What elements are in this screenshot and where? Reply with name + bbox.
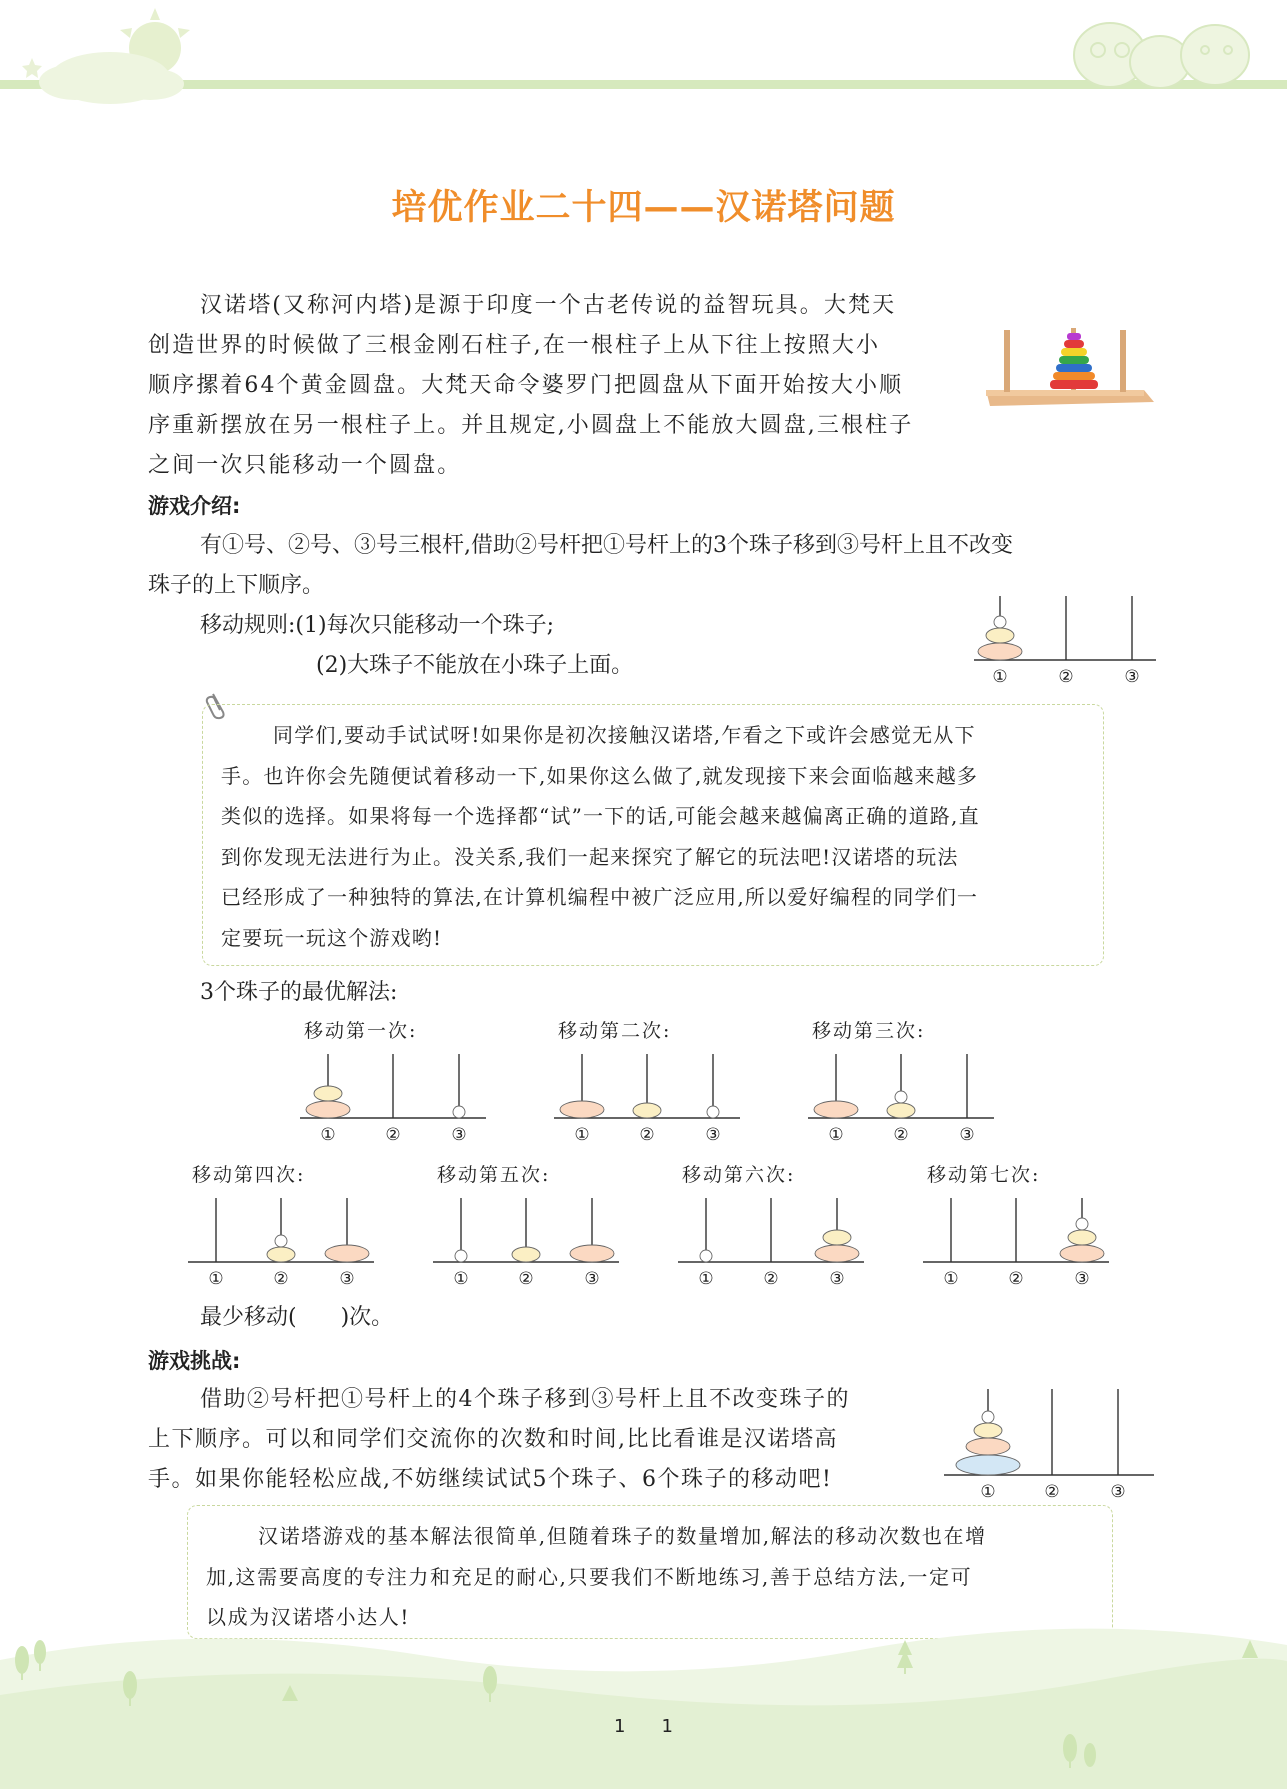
bead-xlarge [956,1455,1020,1475]
post-label: ① [208,1269,224,1289]
intro-tower-diagram [970,590,1160,690]
intro-line: 汉诺塔(又称河内塔)是源于印度一个古老传说的益智玩具。大梵天 [200,293,897,318]
step-diagram [433,1194,633,1306]
step-diagram [300,1050,500,1162]
step-diagram [188,1194,388,1306]
bead-small [1076,1218,1088,1230]
tip-line: 以成为汉诺塔小达人! [206,1605,411,1629]
post-label: ③ [1124,667,1140,687]
star-icon [22,58,42,78]
post-label: ② [518,1269,534,1289]
bead-medium [1068,1230,1096,1245]
step-label: 移动第六次: [682,1164,796,1186]
bead-small [994,616,1006,628]
tip-line: 加,这需要高度的专注力和充足的耐心,只要我们不断地练习,善于总结方法,一定可 [206,1564,973,1589]
post-label: ② [1058,667,1074,687]
rule-two: (2)大珠子不能放在小珠子上面。 [316,653,634,678]
post-label: ① [320,1125,336,1145]
post-label: ③ [1074,1269,1090,1289]
footer-decoration [0,1600,1287,1789]
min-moves-question: 最少移动( )次。 [200,1305,394,1330]
bead-medium [823,1230,851,1245]
tip-line: 汉诺塔游戏的基本解法很简单,但随着珠子的数量增加,解法的移动次数也在增 [258,1524,987,1548]
bead-medium [314,1086,342,1101]
tip-line: 手。也许你会先随便试着移动一下,如果你这么做了,就发现接下来会面临越来越多 [221,763,979,788]
game-intro-line: 有①号、②号、③号三根杆,借助②号杆把①号杆上的3个珠子移到③号杆上且不改变 [200,533,1013,558]
game-intro-heading: 游戏介绍: [148,494,241,518]
cartoon-animals-icon [1074,23,1249,88]
bead-large [325,1245,369,1262]
post-label: ③ [451,1125,467,1145]
solution-label: 3个珠子的最优解法: [200,980,398,1005]
bead-small [453,1106,465,1118]
tip-line: 定要玩一玩这个游戏哟! [221,925,443,950]
tip-box-try-it [202,704,1104,966]
step-label: 移动第七次: [927,1164,1041,1186]
challenge-line: 手。如果你能轻松应战,不妨继续试试5个珠子、6个珠子的移动吧! [148,1467,833,1492]
page-number: 1 1 [614,1716,673,1737]
post-label: ① [574,1125,590,1145]
bead-large [1060,1245,1104,1262]
step-label: 移动第四次: [192,1164,306,1186]
challenge-line: 借助②号杆把①号杆上的4个珠子移到③号杆上且不改变珠子的 [200,1387,850,1412]
tip-line: 同学们,要动手试试呀!如果你是初次接触汉诺塔,乍看之下或许会感觉无从下 [273,723,976,747]
rule-one: 移动规则:(1)每次只能移动一个珠子; [200,613,554,638]
intro-line: 创造世界的时候做了三根金刚石柱子,在一根柱子上从下往上按照大小 [148,333,881,358]
post-label: ② [763,1269,779,1289]
post-label: ① [828,1125,844,1145]
bead-medium [267,1247,295,1262]
tip-line: 已经形成了一种独特的算法,在计算机编程中被广泛应用,所以爱好编程的同学们一 [221,885,979,909]
post-label: ① [992,667,1008,687]
post-label: ③ [1110,1482,1126,1500]
intro-line: 顺序摞着64个黄金圆盘。大梵天命令婆罗门把圆盘从下面开始按大小顺 [148,373,904,398]
tip-line: 到你发现无法进行为止。没关系,我们一起来探究了解它的玩法吧!汉诺塔的玩法 [221,844,959,869]
post-label: ① [698,1269,714,1289]
header-decoration [0,0,1287,110]
step-label: 移动第二次: [558,1020,672,1042]
bead-medium [887,1103,915,1118]
step-label: 移动第三次: [812,1020,926,1042]
post-label: ② [639,1125,655,1145]
step-label: 移动第一次: [304,1020,418,1042]
bead-large [815,1245,859,1262]
post-label: ① [453,1269,469,1289]
bead-medium [974,1423,1002,1438]
bead-medium [986,628,1014,643]
intro-paragraph [148,286,988,486]
bead-large [570,1245,614,1262]
bead-large [306,1101,350,1118]
intro-line: 序重新摆放在另一根柱子上。并且规定,小圆盘上不能放大圆盘,三根柱子 [148,413,914,438]
challenge-line: 上下顺序。可以和同学们交流你的次数和时间,比比看谁是汉诺塔高 [148,1427,838,1452]
bead-small [982,1411,994,1423]
bead-large [560,1101,604,1118]
post-label: ③ [959,1125,975,1145]
challenge-paragraph [148,1380,948,1500]
post-label: ② [273,1269,289,1289]
post-label: ② [1044,1482,1060,1500]
bead-medium [633,1103,661,1118]
post-label: ② [1008,1269,1024,1289]
post-label: ① [980,1482,996,1500]
post-label: ③ [339,1269,355,1289]
step-diagram [923,1194,1123,1306]
hanoi-toy-image [984,320,1154,410]
bead-small [707,1106,719,1118]
intro-line: 之间一次只能移动一个圆盘。 [148,453,462,478]
post-label: ① [943,1269,959,1289]
bead-small [455,1250,467,1262]
challenge-tower-diagram [944,1385,1164,1500]
post-label: ③ [705,1125,721,1145]
page-title: 培优作业二十四——汉诺塔问题 [391,188,896,228]
bead-medium [512,1247,540,1262]
challenge-heading: 游戏挑战: [148,1349,241,1373]
step-label: 移动第五次: [437,1164,551,1186]
post-label: ③ [829,1269,845,1289]
post-label: ② [385,1125,401,1145]
bead-small [275,1235,287,1247]
tip-line: 类似的选择。如果将每一个选择都“试”一下的话,可能会越来越偏离正确的道路,直 [221,804,980,828]
game-intro-line: 珠子的上下顺序。 [148,573,325,598]
step-diagram [808,1050,1008,1162]
step-diagram [678,1194,878,1306]
bead-large [978,643,1022,660]
bead-large [814,1101,858,1118]
step-diagram [554,1050,754,1162]
post-label: ② [893,1125,909,1145]
post-label: ③ [584,1269,600,1289]
bead-small [895,1091,907,1103]
bead-large [966,1438,1010,1455]
bead-small [700,1250,712,1262]
